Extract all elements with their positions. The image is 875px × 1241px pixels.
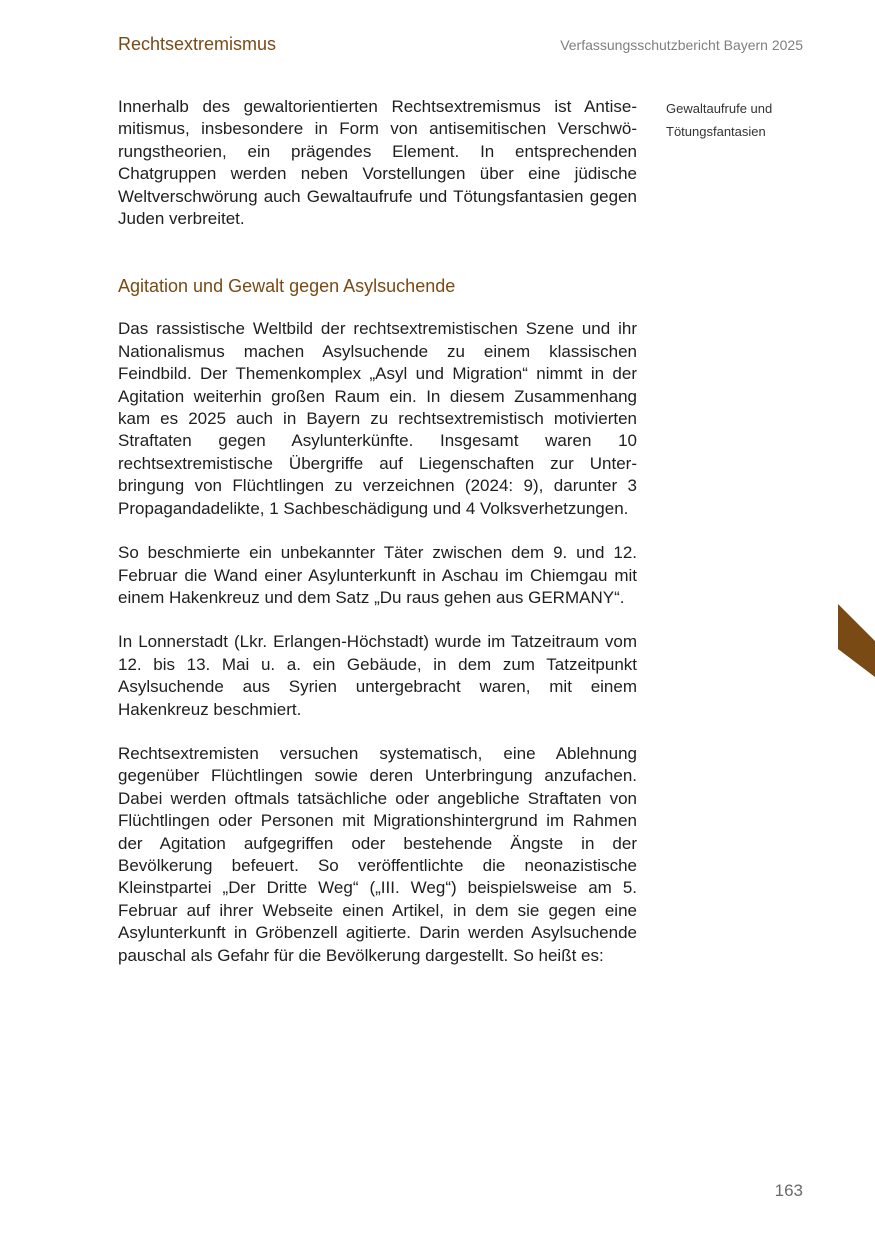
- body-paragraph-2: So beschmierte ein unbekannter Täter zwischen dem 9. und 12. Februar die Wand einer Asylunterkunft in Aschau im Chiemgau mit einem Hakenkreuz und dem Satz „Du raus gehen aus GERMANY“.: [118, 543, 637, 607]
- main-text-column: [118, 96, 637, 967]
- chapter-tab-marker: [838, 604, 875, 677]
- body-paragraph-4: Rechtsextremisten versuchen systematisch, eine Ablehnung gegenüber Flüchtlingen sowie deren Unterbringung anzufachen. Dabei werden oftmals tatsächliche oder angebliche Straftaten von Flüchtlingen oder Personen mit Migrationshintergrund im Rahmen der Agitation aufgegriffen oder bestehende Ängste in der Bevölkerung befeuert. So veröffentlichte die neonazistische Kleinstpartei „Der Dritte Weg“ („III. Weg“) beispielsweise am 5. Februar auf ihrer Webseite einen Artikel, in dem sie gegen eine Asylunterkunft in Gröbenzell agitierte. Darin werden Asylsuchende pauschal als Gefahr für die Bevölkerung dargestellt. So heißt es:: [118, 743, 637, 965]
- margin-note-line-1: Gewaltaufrufe und: [666, 101, 773, 116]
- page-number: 163: [774, 1181, 803, 1200]
- body-paragraph-3: In Lonnerstadt (Lkr. Erlangen-Höchstadt) wurde im Tatzeitraum vom 12. bis 13. Mai u. a. ein Gebäude, in dem zum Tatzeitpunkt Asylsuchende aus Syrien untergebracht waren, mit einem Hakenkreuz beschmiert.: [118, 632, 637, 719]
- chapter-title: Rechtsextremismus: [118, 34, 277, 54]
- intro-paragraph: Innerhalb des gewaltorientierten Rechtsextremismus ist Antisemitismus, insbesondere in Form von antisemitischen Verschwörungstheorien, ein prägendes Element. In entsprechenden Chatgruppen werden neben Vorstellungen über eine jüdische Weltverschwörung auch Gewaltaufrufe und Tötungsfantasien gegen Juden verbreitet.: [118, 97, 637, 229]
- margin-note: [666, 97, 816, 143]
- margin-note-line-2: Tötungsfantasien: [666, 124, 766, 139]
- section-heading: Agitation und Gewalt gegen Asylsuchende: [118, 276, 456, 297]
- report-title: Verfassungsschutzbericht Bayern 2025: [560, 37, 803, 53]
- body-paragraph-1: Das rassistische Weltbild der rechtsextremistischen Szene und ihr Nationalismus machen Asylsuchende zu einem klassischen Feindbild. Der Themenkomplex „Asyl und Migration“ nimmt in der Agitation weiterhin großen Raum ein. In diesem Zusammenhang kam es 2025 auch in Bayern zu rechtsextremistisch motivierten Straftaten gegen Asylunterkünfte. Insgesamt waren 10 rechtsextremistische Übergriffe auf Liegenschaften zur Unterbringung von Flüchtlingen zu verzeichnen (2024: 9), darunter 3 Propagandadelikte, 1 Sachbeschädigung und 4 Volksverhetzungen.: [118, 319, 637, 518]
